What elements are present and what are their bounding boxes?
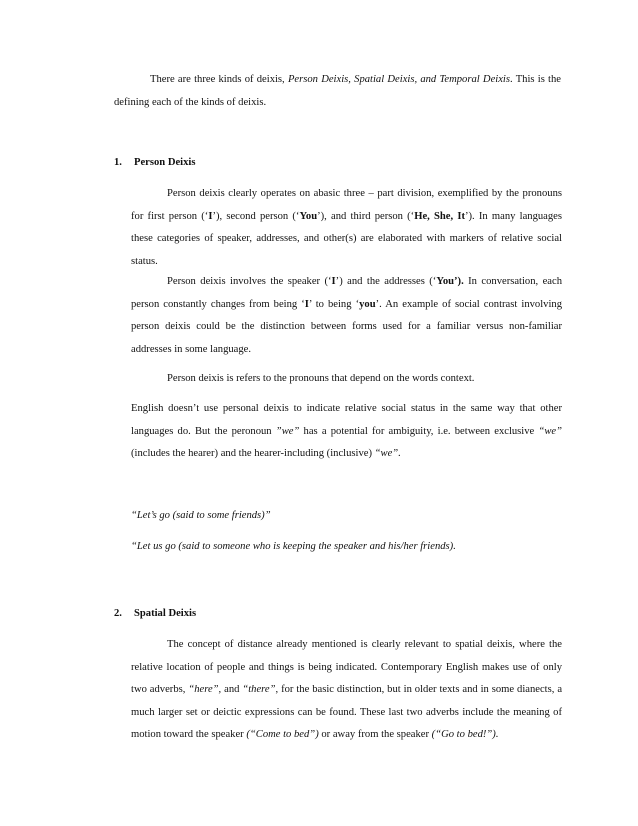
section-1-title: Person Deixis [134, 157, 196, 168]
example-sentence-1: “Let’s go (said to some friends)” [131, 510, 271, 521]
person-deixis-paragraph-3: Person deixis is refers to the pronouns that depend on the words context. [167, 373, 475, 384]
spatial-deixis-paragraph-1: The concept of distance already mentioned is clearly relevant to spatial deixis, where the relative location of people and things is being indicated. Contemporary English makes use of only two adverbs, “here”, and “there”, for the basic distinction, but in older texts and in some dianects, a much larger set or deictic expressions can be found. These last two adverbs include the meaning of motion toward the speaker (“Come to bed”) or away from the speaker (“Go to bed!”). [131, 639, 563, 740]
person-deixis-paragraph-1: Person deixis clearly operates on abasic three – part division, exemplified by the pronouns for first person (‘I’), second person (‘You’), and third person (‘He, She, It’). In many languages these categories of speaker, addresses, and other(s) are elaborated with markers of relative social status. [131, 188, 562, 267]
intro-paragraph: There are three kinds of deixis, Person Deixis, Spatial Deixis, and Temporal Deixis. This is the defining each of the kinds of deixis. [114, 74, 562, 108]
person-deixis-paragraph-4: English doesn’t use personal deixis to indicate relative social status in the same way that other languages do. But the peronoun ”we” has a potential for ambiguity, i.e. between exclusive “we” (includes the hearer) and the hearer-including (inclusive) “we”. [131, 403, 562, 459]
section-2-heading: 2. Spatial Deixis [114, 608, 197, 619]
section-2-title: Spatial Deixis [134, 608, 197, 619]
deixis-kinds: Person Deixis, Spatial Deixis, and Temporal Deixis [287, 74, 510, 85]
section-1-heading: 1. Person Deixis [114, 157, 196, 168]
example-sentence-2: “Let us go (said to someone who is keeping the speaker and his/her friends). [131, 541, 456, 552]
person-deixis-paragraph-2: Person deixis involves the speaker (‘I’) and the addresses (‘You’). In conversation, each person constantly changes from being ‘I’ to being ‘you’. An example of social contrast involving person deixis could be the distinction between forms used for a familiar versus non-familiar addresses in some language. [131, 276, 563, 355]
